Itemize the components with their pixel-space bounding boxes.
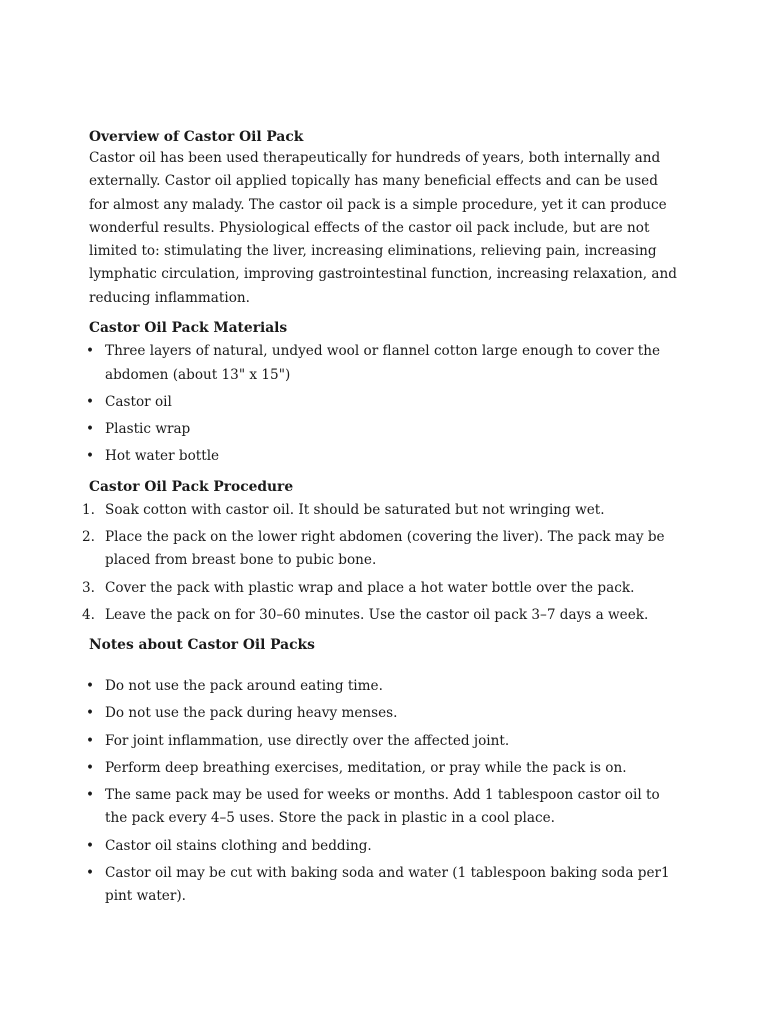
step-number: 4. <box>82 606 95 623</box>
list-item <box>82 577 679 601</box>
notes-heading: Notes about Castor Oil Packs <box>89 637 315 654</box>
list-item: • Three layers of natural, undyed wool or flannel cotton large enough to cover the abdomen (about 13" x 15") <box>89 340 679 387</box>
overview-paragraph: Castor oil has been used therapeutically for hundreds of years, both internally and externally. Castor oil applied topically has many beneficial effects and can be used for almost any malady. The castor oil pack is a simple procedure, yet it can produce wonderful results. Physiological effects of the castor oil pack include, but are not limited to: stimulating the liver, increasing eliminations, relieving pain, increasing lymphatic circulation, improving gastrointestinal function, increasing relaxation, and reducing inflammation. <box>89 150 677 306</box>
list-item <box>82 526 679 573</box>
step-text: Leave the pack on for 30–60 minutes. Use the castor oil pack 3–7 days a week. <box>105 606 649 623</box>
list-item: • Plastic wrap <box>89 418 679 442</box>
list-item: • Do not use the pack during heavy menses. <box>89 702 679 726</box>
materials-heading: Castor Oil Pack Materials <box>89 320 288 337</box>
overview-heading: Overview of Castor Oil Pack <box>89 129 304 145</box>
step-text: Place the pack on the lower right abdomen (covering the liver). The pack may be placed from breast bone to pubic bone. <box>105 528 665 569</box>
list-item: • Perform deep breathing exercises, meditation, or pray while the pack is on. <box>89 757 679 781</box>
step-text: Soak cotton with castor oil. It should be saturated but not wringing wet. <box>105 501 605 518</box>
list-item: • Castor oil stains clothing and bedding. <box>89 835 679 859</box>
step-number: 1. <box>82 501 95 518</box>
list-item: • Castor oil <box>89 391 679 415</box>
procedure-heading: Castor Oil Pack Procedure <box>89 478 294 495</box>
list-item: • Hot water bottle <box>89 445 679 469</box>
step-text: Cover the pack with plastic wrap and place a hot water bottle over the pack. <box>105 579 635 596</box>
list-item: • Do not use the pack around eating time. <box>89 675 679 699</box>
step-number: 3. <box>82 579 95 596</box>
list-item: • The same pack may be used for weeks or months. Add 1 tablespoon castor oil to the pack every 4–5 uses. Store the pack in plastic in a cool place. <box>89 784 679 831</box>
list-item: • Castor oil may be cut with baking soda and water (1 tablespoon baking soda per1 pint water). <box>89 862 679 909</box>
step-number: 2. <box>82 528 95 545</box>
procedure-list <box>82 499 679 628</box>
list-item <box>82 499 679 523</box>
list-item: • For joint inflammation, use directly over the affected joint. <box>89 730 679 754</box>
notes-list <box>89 675 679 909</box>
list-item <box>82 604 679 628</box>
document-page <box>82 127 679 909</box>
materials-list <box>89 340 679 469</box>
